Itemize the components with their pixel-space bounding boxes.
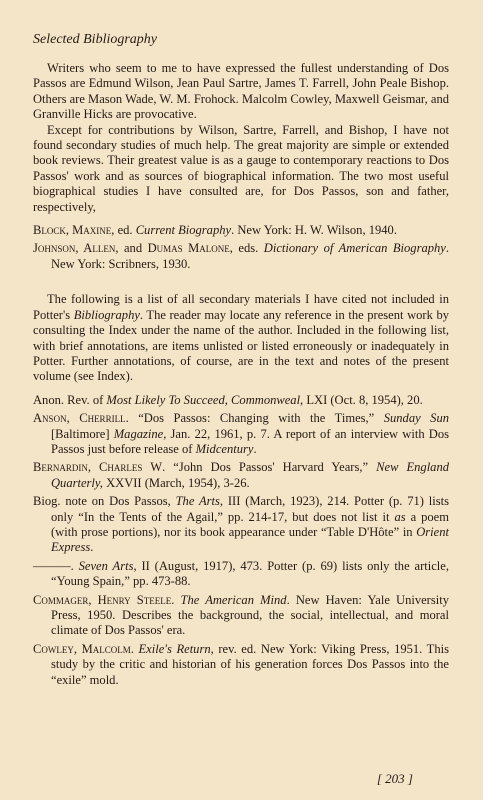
- reference-entry: Anon. Rev. of Most Likely To Succeed, Commonweal, LXI (Oct. 8, 1954), 20.: [33, 392, 423, 407]
- section-title: Selected Bibliography: [33, 32, 158, 47]
- work-title: The Arts,: [175, 494, 224, 509]
- author: Dumas Malone: [147, 241, 230, 256]
- reference-entry: Anson, Cherrill. “Dos Passos: Changing with the Times,” Sunday Sun [Baltimore] Magazine, Jan. 22, 1961, p. 7. A report of an interview with Dos Passos just before release of Midcentury.: [33, 411, 449, 456]
- biographical-references: [33, 223, 449, 272]
- work-title: Sunday Sun: [383, 411, 449, 426]
- work-title: Most Likely To Succeed, Commonweal,: [106, 392, 304, 407]
- explanatory-paragraph: The following is a list of all secondary materials I have cited not included in Potter's Bibliography. The reader may locate any reference in the present work by consulting the Index under the name of the author. Included in the following list, with brief annotations, are items unlisted or listed erroneously or inadequately in Potter. Further annotations, of course, are in the text and notes of the present volume (see Index).: [33, 292, 449, 384]
- work-title: Current Biography: [135, 223, 232, 238]
- work-title: New England Quarterly,: [51, 460, 450, 490]
- author: Bernardin, Charles W: [33, 460, 163, 475]
- author: Commager, Henry Steele: [33, 592, 172, 607]
- work-title: Exile's Return,: [138, 641, 214, 656]
- work-title: The American Mind: [180, 592, 287, 607]
- author: Anson, Cherrill: [33, 411, 126, 426]
- author: Cowley, Malcolm: [33, 641, 131, 656]
- reference-entry: Cowley, Malcolm. Exile's Return, rev. ed. New York: Viking Press, 1951. This study by the critic and historian of his generation forces Dos Passos into the “exile” mold.: [33, 641, 449, 687]
- author: Johnson, Allen: [33, 241, 116, 256]
- author: Block, Maxine: [33, 223, 112, 238]
- page-number: [ 203 ]: [376, 771, 413, 786]
- work-title: Seven Arts,: [78, 558, 137, 573]
- work-title: Dictionary of American Biography: [263, 241, 446, 256]
- intro-paragraph: Except for contributions by Wilson, Sartre, Farrell, and Bishop, I have not found secondary studies of much help. The great majority are simple or extended book reviews. Their greatest value is as a gauge to contemporary reactions to Dos Passos' work and as sources of biographical information. The two most useful biographical studies I have consulted are, for Dos Passos, son and father, respectively,: [33, 122, 449, 214]
- secondary-materials-list: [33, 393, 449, 688]
- reference-entry: Block, Maxine, ed. Current Biography. New York: H. W. Wilson, 1940.: [33, 223, 397, 238]
- intro-paragraph: Writers who seem to me to have expressed the fullest understanding of Dos Passos are Edmund Wilson, Jean Paul Sartre, James T. Farrell, John Peale Bishop. Others are Mason Wade, W. M. Frohock. Malcolm Cowley, Maxwell Geismar, and Granville Hicks are provocative.: [33, 61, 449, 122]
- reference-entry: Commager, Henry Steele. The American Mind. New Haven: Yale University Press, 1950. Describes the background, the social, intellectual, and moral climate of Dos Passos' era.: [33, 592, 449, 638]
- reference-entry: ———. Seven Arts, II (August, 1917), 473. Potter (p. 69) lists only the article, “Young Spain,” pp. 473-88.: [33, 558, 449, 589]
- reference-entry: Bernardin, Charles W. “John Dos Passos' Harvard Years,” New England Quarterly, XXVII (March, 1954), 3-26.: [33, 460, 450, 490]
- reference-entry: Biog. note on Dos Passos, The Arts, III (March, 1923), 214. Potter (p. 71) lists only “In the Tents of the Agail,” pp. 214-17, but does not list it as a poem (with prose portions), nor its book appearance under “Table D'Hôte” in Orient Express.: [33, 494, 450, 555]
- reference-entry: Johnson, Allen, and Dumas Malone, eds. Dictionary of American Biography. New York: Scribners, 1930.: [33, 241, 449, 271]
